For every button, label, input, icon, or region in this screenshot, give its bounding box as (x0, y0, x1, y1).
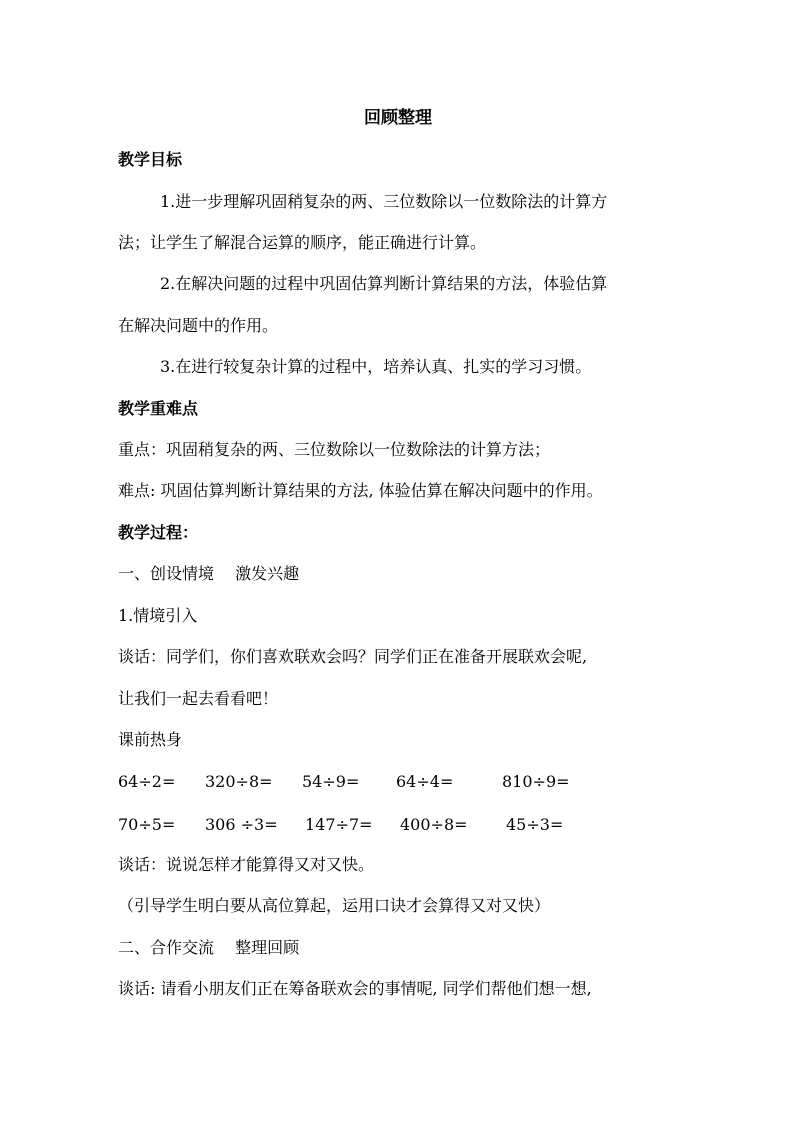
objectives-heading: 教学目标 (118, 150, 183, 169)
guide-note: （引导学生明白要从高位算起，运用口诀才会算得又对又快） (118, 896, 551, 915)
objective-1-line-1: 1.进一步理解巩固稍复杂的两、三位数除以一位数除法的计算方 (160, 192, 608, 211)
exercise-row-1 (118, 772, 678, 792)
subsection-1-heading: 1.情境引入 (118, 606, 198, 625)
key-point: 重点：巩固稍复杂的两、三位数除以一位数除法的计算方法； (118, 440, 551, 459)
document-title: 回顾整理 (364, 108, 432, 128)
exercise-item: 320÷8= (205, 772, 273, 791)
exercise-item: 147÷7= (305, 815, 373, 834)
exercise-item: 64÷4= (396, 772, 454, 791)
exercise-item: 70÷5= (118, 815, 176, 834)
key-points-heading: 教学重难点 (118, 399, 199, 418)
objective-2-line-1: 2.在解决问题的过程中巩固估算判断计算结果的方法，体验估算 (160, 274, 608, 293)
exercise-item: 54÷9= (302, 772, 360, 791)
exercise-item: 400÷8= (400, 815, 468, 834)
objective-1-line-2: 法；让学生了解混合运算的顺序，能正确进行计算。 (118, 233, 487, 252)
section-2-heading: 二、合作交流 整理回顾 (118, 938, 300, 957)
process-heading: 教学过程： (118, 523, 199, 542)
talk-2: 谈话：说说怎样才能算得又对又快。 (118, 855, 375, 874)
difficult-point: 难点: 巩固估算判断计算结果的方法, 体验估算在解决问题中的作用。 (118, 481, 603, 500)
objective-3: 3.在进行较复杂计算的过程中，培养认真、扎实的学习习惯。 (160, 357, 592, 376)
exercise-item: 306 ÷3= (205, 815, 278, 834)
warmup-label: 课前热身 (118, 730, 183, 749)
talk-3: 谈话: 请看小朋友们正在筹备联欢会的事情呢, 同学们帮他们想一想, (118, 979, 592, 998)
exercise-row-2 (118, 815, 678, 835)
objective-2-line-2: 在解决问题中的作用。 (118, 316, 279, 335)
section-1-heading: 一、创设情境 激发兴趣 (118, 564, 300, 583)
talk-1-line-1: 谈话：同学们，你们喜欢联欢会吗？同学们正在准备开展联欢会呢, (118, 647, 588, 666)
exercise-item: 810÷9= (502, 772, 570, 791)
exercise-item: 45÷3= (506, 815, 564, 834)
exercise-item: 64÷2= (118, 772, 176, 791)
talk-1-line-2: 让我们一起去看看吧！ (118, 689, 279, 708)
